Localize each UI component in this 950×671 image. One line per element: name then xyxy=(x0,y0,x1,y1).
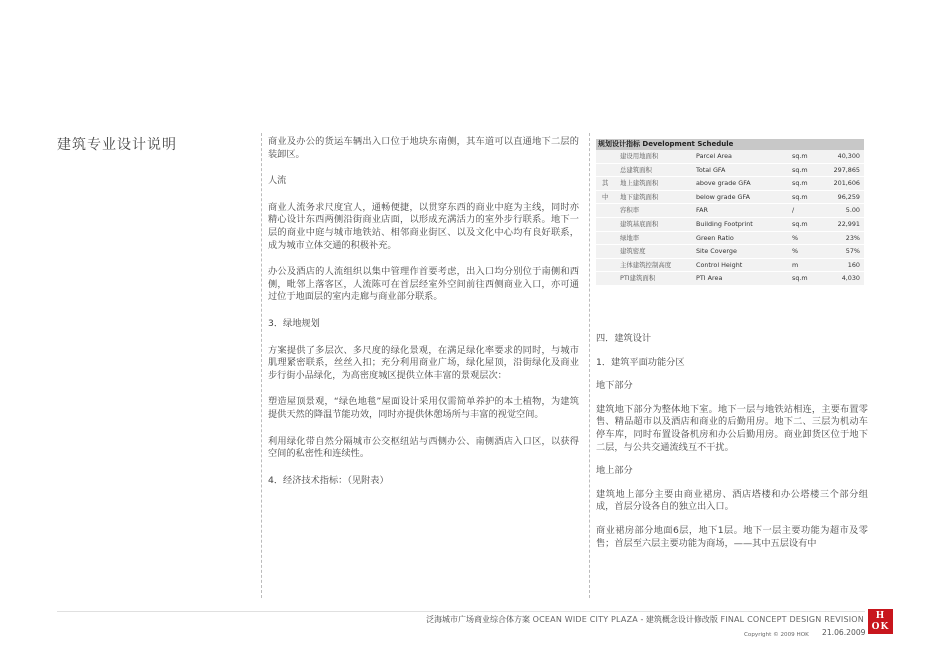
row-label-en: Site Coverge xyxy=(696,247,737,256)
paragraph: 办公及酒店的人流组织以集中管理作首要考虑，出入口均分别位于南侧和西侧，毗邻上落客区，人流陈可在首层经室外空间前往西侧商业入口，亦可通过位于地面层的室内走廊与商业部分联系。 xyxy=(268,266,579,303)
footer-project-line xyxy=(426,614,864,625)
table-row xyxy=(596,204,864,218)
paragraph: 建筑地下部分为整体地下室。地下一层与地铁站相连，主要布置零售、精品超市以及酒店和商业的后勤用房。地下二、三层为机动车停车库，同时布置设备机房和办公后勤用房。商业卸货区位于地下二层，与公共交通流线互不干扰。 xyxy=(596,403,868,453)
row-unit: % xyxy=(792,247,799,256)
row-label-cn: 总建筑面积 xyxy=(620,165,652,174)
row-label-en: FAR xyxy=(696,206,708,215)
row-side-label: 其 xyxy=(602,179,609,188)
text-column-middle xyxy=(268,136,579,501)
row-unit: sq.m xyxy=(792,152,808,160)
row-label-cn: 地上建筑面积 xyxy=(620,179,659,188)
section-heading: 1．建筑平面功能分区 xyxy=(596,356,685,368)
column-divider-right xyxy=(589,133,590,598)
paragraph: 利用绿化带自然分隔城市公交枢纽站与西侧办公、南侧酒店入口区，以获得空间的私密性和连续性。 xyxy=(268,435,579,460)
row-label-en: PTI Area xyxy=(696,274,723,283)
section-heading: 人流 xyxy=(268,175,287,187)
row-unit: / xyxy=(792,206,795,215)
row-unit: sq.m xyxy=(792,192,808,201)
row-label-cn: 绿地率 xyxy=(620,233,640,242)
logo-text: HOK xyxy=(871,610,890,632)
column-divider-left xyxy=(261,133,262,598)
paragraph: 商业人流务求尺度宜人，通畅便捷，以贯穿东西的商业中庭为主线，同时亦精心设计东西两侧沿街商业店面，以形成充满活力的室外步行联系。地下一层的商业中庭与城市地铁站、相邻商业街区、以及文化中心均有良好联系，成为城市立体交通的积极补充。 xyxy=(268,201,579,251)
row-value: 201,606 xyxy=(833,179,860,188)
row-label-cn: 容积率 xyxy=(620,206,640,215)
row-unit: sq.m xyxy=(792,179,808,188)
row-value: 23% xyxy=(845,233,860,242)
paragraph: 建筑地上部分主要由商业裙房、酒店塔楼和办公塔楼三个部分组成，首层分设各自的独立出入口。 xyxy=(596,488,868,513)
row-unit: sq.m xyxy=(792,274,808,283)
row-label-en: Green Ratio xyxy=(696,233,734,242)
row-unit: m xyxy=(792,260,799,269)
copyright: Copyright © 2009 HOK xyxy=(744,632,809,638)
row-label-en: Total GFA xyxy=(696,165,726,174)
paragraph: 塑造屋顶景观，“绿色地毯”屋面设计采用仅需简单养护的本土植物，为建筑提供天然的降温节能功效，同时亦提供休憩场所与丰富的视觉空间。 xyxy=(268,396,579,420)
page-title: 建筑专业设计说明 xyxy=(57,137,177,153)
row-label-cn: 建筑密度 xyxy=(620,247,646,256)
paragraph: 商业裙房部分地面6层，地下1层。地下一层主要功能为超市及零售；首层至六层主要功能为商场，——其中五层设有中 xyxy=(596,524,868,549)
table-row xyxy=(596,259,864,273)
row-label-cn: 建筑基底面积 xyxy=(620,219,659,228)
section-heading: 地下部分 xyxy=(596,380,633,392)
paragraph: 方案提供了多层次、多尺度的绿化景观，在满足绿化率要求的同时，与城市肌理紧密联系，丝丝入扣；充分利用商业广场，绿化屋顶，沿街绿化及商业步行街小品绿化，为高密度城区提供立体丰富的景观层次： xyxy=(268,344,579,381)
paragraph: 商业及办公的货运车辆出入口位于地块东南侧，其车道可以直通地下二层的装卸区。 xyxy=(268,136,579,160)
row-label-cn: 建设用地面积 xyxy=(620,152,659,160)
table-row xyxy=(596,232,864,246)
row-label-en: below grade GFA xyxy=(696,192,750,201)
table-row xyxy=(596,177,864,191)
row-label-en: Building Footprint xyxy=(696,219,753,228)
table-row xyxy=(596,191,864,205)
section-heading: 4．经济技术指标：（见附表） xyxy=(268,474,389,486)
table-row xyxy=(596,164,864,178)
document-date: 21.06.2009 xyxy=(822,628,866,637)
section-heading: 地上部分 xyxy=(596,465,633,477)
footer-separator: - xyxy=(637,615,646,624)
table-row xyxy=(596,150,864,164)
row-label-cn: 地下建筑面积 xyxy=(620,192,659,201)
table-header: 规划设计指标 Development Schedule xyxy=(596,139,864,150)
revision-cn: 建筑概念设计修改版 xyxy=(645,615,718,624)
development-schedule-table xyxy=(596,139,864,286)
row-unit: sq.m xyxy=(792,165,808,174)
row-unit: % xyxy=(792,233,799,242)
row-label-en: above grade GFA xyxy=(696,179,751,188)
table-row xyxy=(596,245,864,259)
row-label-cn: PTI建筑面积 xyxy=(620,274,656,283)
footer-divider xyxy=(57,611,865,612)
row-value: 96,259 xyxy=(837,192,860,201)
row-side-label: 中 xyxy=(602,192,609,201)
project-name-cn: 泛海城市广场商业综合体方案 xyxy=(426,615,531,624)
row-label-en: Parcel Area xyxy=(696,152,732,160)
row-value: 57% xyxy=(845,247,860,256)
table-row xyxy=(596,218,864,232)
hok-logo xyxy=(868,609,893,634)
row-unit: sq.m xyxy=(792,219,808,228)
section-heading: 四．建筑设计 xyxy=(596,333,652,344)
text-column-right xyxy=(596,333,868,561)
row-value: 40,300 xyxy=(837,152,860,160)
row-label-cn: 主体建筑控制高度 xyxy=(620,260,672,269)
section-heading: 3．绿地规划 xyxy=(268,317,320,329)
table-row xyxy=(596,272,864,286)
row-value: 22,991 xyxy=(837,219,860,228)
row-value: 297,865 xyxy=(833,165,860,174)
row-label-en: Control Height xyxy=(696,260,743,269)
row-value: 160 xyxy=(847,260,860,269)
row-value: 5.00 xyxy=(845,206,860,215)
row-value: 4,030 xyxy=(841,274,860,283)
revision-en: FINAL CONCEPT DESIGN REVISION xyxy=(720,615,864,624)
project-name-en: OCEAN WIDE CITY PLAZA xyxy=(532,615,638,624)
